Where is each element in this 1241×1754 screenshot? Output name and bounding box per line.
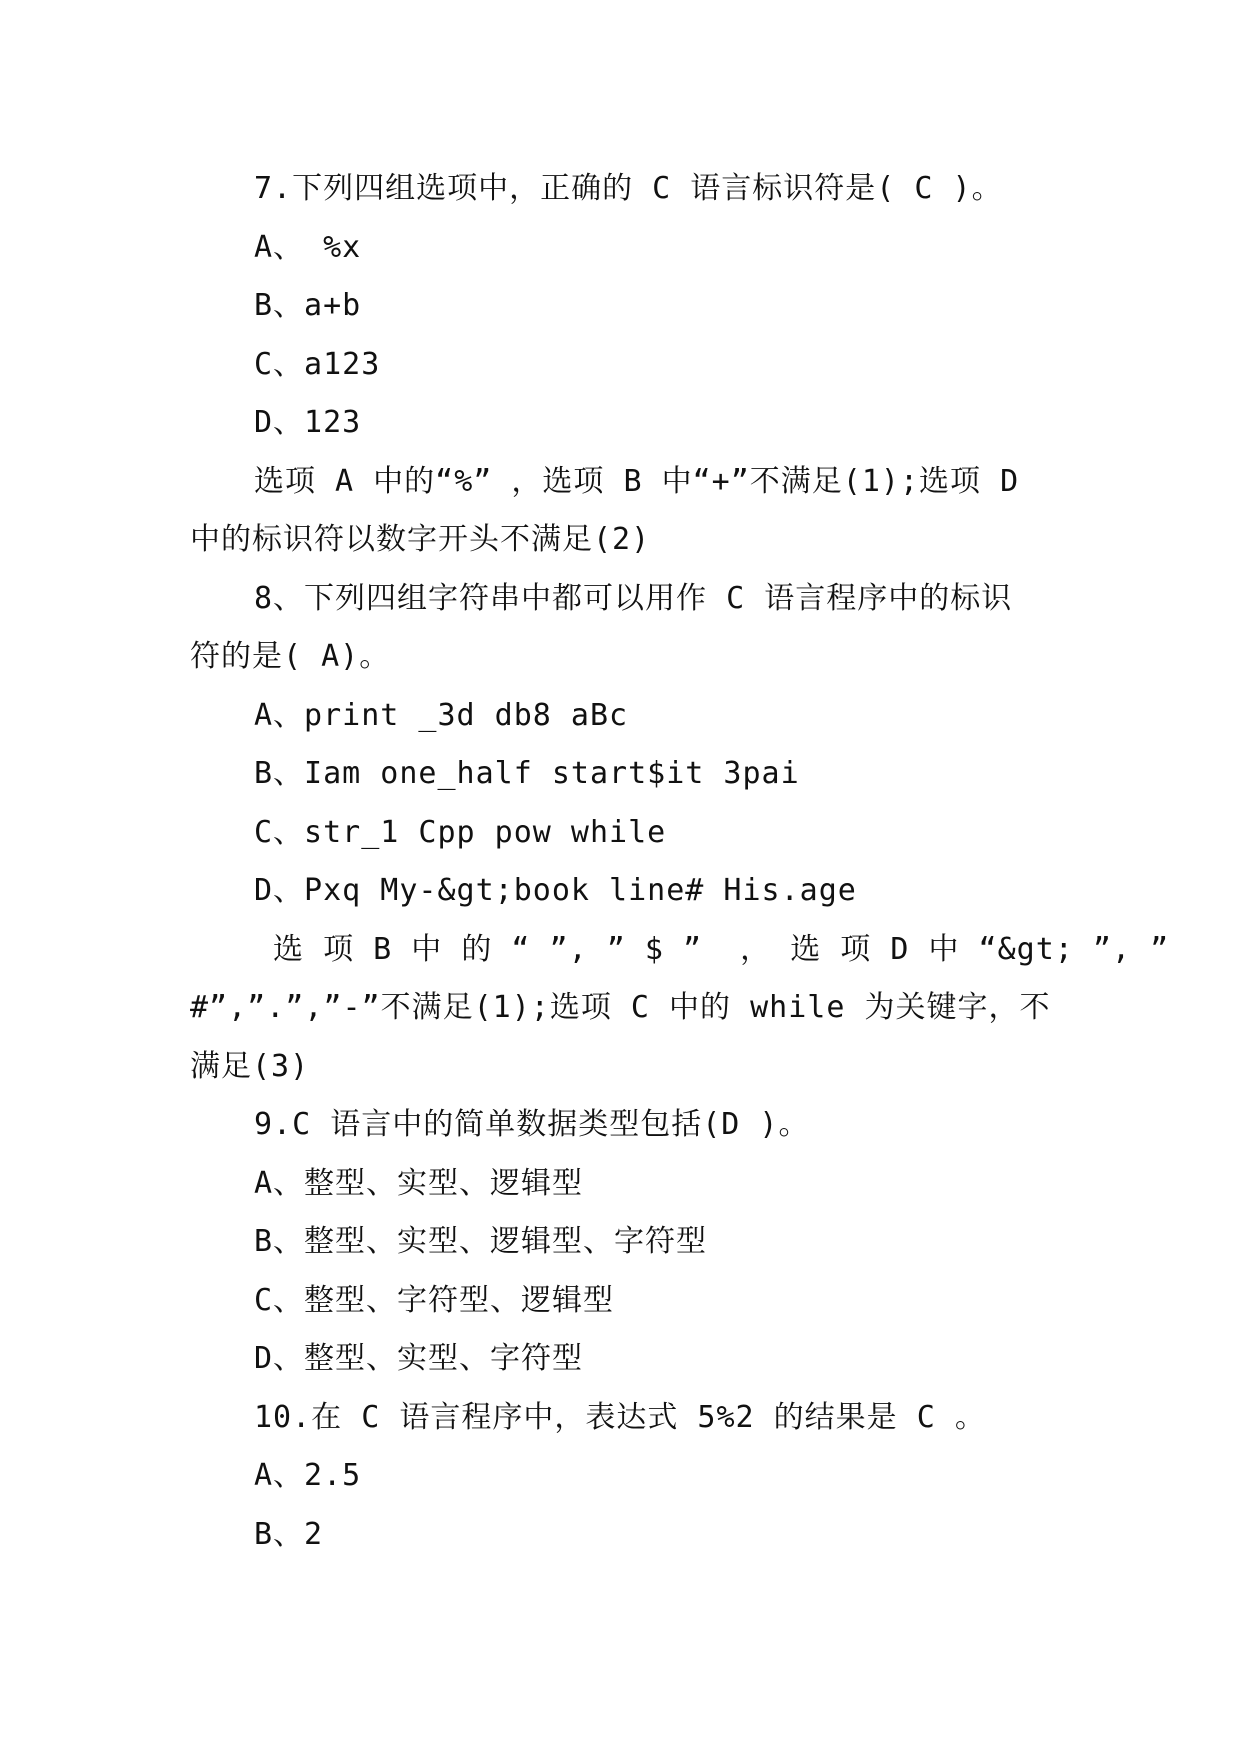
- question-7-explanation-line-1: 选项 A 中的“%” ，选项 B 中“+”不满足(1);选项 D: [254, 463, 1020, 499]
- question-9-option-c: C、整型、字符型、逻辑型: [254, 1282, 615, 1318]
- question-10-stem: 10.在 C 语言程序中，表达式 5%2 的结果是 C 。: [254, 1399, 986, 1435]
- question-8-stem-line-1: 8、下列四组字符串中都可以用作 C 语言程序中的标识: [254, 580, 1013, 616]
- question-8-option-c: C、str_1 Cpp pow while: [254, 814, 667, 850]
- question-10-option-b: B、2: [254, 1516, 324, 1552]
- question-9-option-a: A、整型、实型、逻辑型: [254, 1165, 584, 1201]
- question-8-option-b: B、Iam one_half start$it 3pai: [254, 756, 800, 791]
- question-7-stem: 7.下列四组选项中，正确的 C 语言标识符是( C )。: [254, 171, 1003, 206]
- question-7-option-a: A、 %x: [254, 229, 362, 265]
- question-7-explanation-line-2: 中的标识符以数字开头不满足(2): [190, 522, 651, 557]
- question-8-explanation-line-1: 选 项 B 中 的 “ ”, ” $ ” ， 选 项 D 中 “&gt; ”, ”: [254, 931, 1170, 967]
- question-8-option-a: A、print _3d db8 aBc: [254, 697, 629, 733]
- question-8-option-d: D、Pxq My-&gt;book line# His.age: [254, 873, 857, 908]
- question-9-option-d: D、整型、实型、字符型: [254, 1341, 584, 1376]
- question-10-option-a: A、2.5: [254, 1458, 362, 1493]
- question-8-explanation-line-2: #”,”.”,”-”不满足(1);选项 C 中的 while 为关键字，不: [190, 990, 1051, 1025]
- question-9-stem: 9.C 语言中的简单数据类型包括(D )。: [254, 1107, 810, 1142]
- question-9-option-b: B、整型、实型、逻辑型、字符型: [254, 1224, 708, 1259]
- document-page: [190, 160, 1170, 1564]
- question-7-option-d: D、123: [254, 405, 362, 440]
- question-8-stem-line-2: 符的是( A)。: [190, 639, 391, 674]
- question-8-explanation-line-3: 满足(3): [190, 1048, 310, 1084]
- question-7-option-c: C、a123: [254, 346, 381, 382]
- question-7-option-b: B、a+b: [254, 288, 362, 323]
